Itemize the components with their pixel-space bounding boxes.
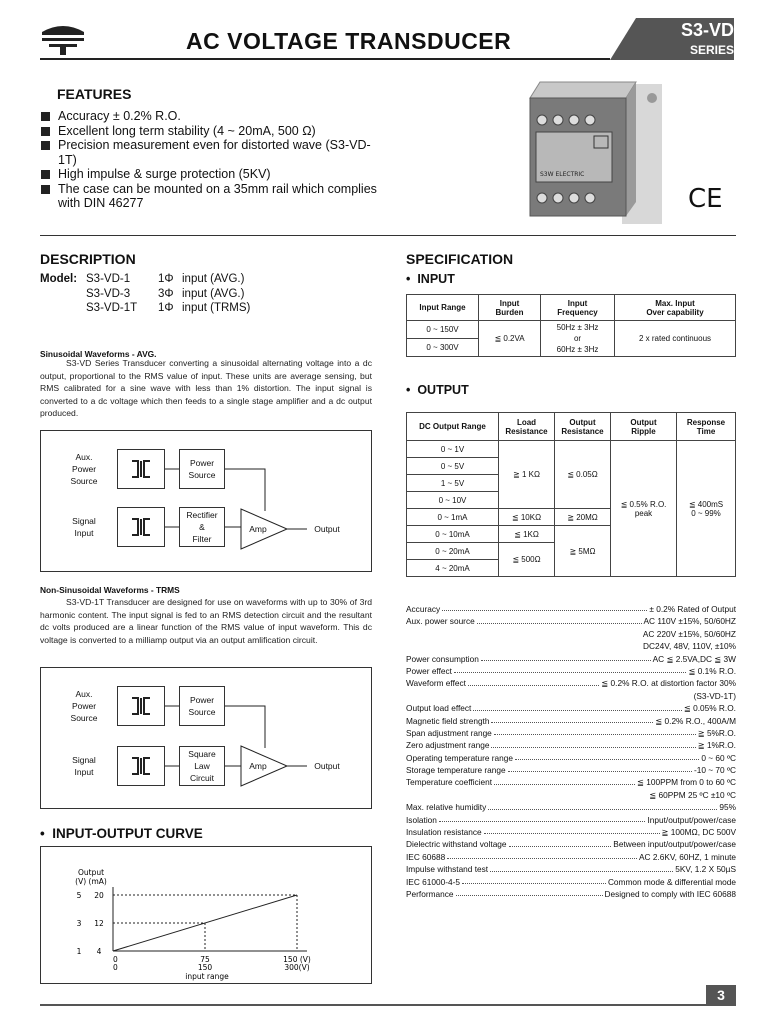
table-cell: ≦ 0.2VA (479, 321, 541, 357)
table-cell: 0 ~ 300V (407, 339, 479, 357)
spec-row (406, 690, 736, 702)
spec-value: 5KV, 1.2 X 50µS (675, 864, 736, 875)
spec-key: Output load effect (406, 703, 472, 714)
y-tick-label: 12 (94, 919, 104, 928)
spec-value: ≦ 0.05% R.O. (683, 703, 736, 714)
avg-title: Sinusoidal Waveforms - AVG. (40, 349, 157, 359)
spec-key: Magnetic field strength (406, 715, 490, 726)
col-header: Response Time (677, 413, 736, 441)
table-cell: ≦ 500Ω (499, 543, 555, 577)
spec-row (406, 739, 736, 751)
col-header: DC Output Range (407, 413, 499, 441)
spec-row (406, 702, 736, 714)
curve-heading: • INPUT-OUTPUT CURVE (40, 826, 203, 841)
spec-row (406, 838, 736, 850)
col-header: Input Frequency (541, 295, 615, 321)
spec-row (406, 677, 736, 689)
spec-key: Power consumption (406, 653, 479, 664)
spec-value: Between input/output/power/case (613, 839, 736, 850)
spec-row (406, 603, 736, 615)
spec-value: ≧ 100MΩ, DC 500V (661, 827, 736, 838)
feature-item: Excellent long term stability (4 ~ 20mA, 500 Ω) (40, 124, 380, 139)
feature-item: Precision measurement even for distorted wave (S3-VD-1T) (40, 138, 380, 167)
spec-key: Performance (406, 888, 454, 899)
input-spec-table (406, 294, 736, 357)
bottom-rule (40, 1004, 736, 1006)
spec-key: IEC 60688 (406, 851, 446, 862)
table-cell: 50Hz ± 3Hz or 60Hz ± 3Hz (541, 321, 615, 357)
table-cell: 2 x rated continuous (615, 321, 736, 357)
spec-key: IEC 61000-4-5 (406, 876, 460, 887)
spec-row (406, 752, 736, 764)
model-list (86, 272, 250, 316)
spec-key: Dielectric withstand voltage (406, 839, 507, 850)
spec-key: Max. relative humidity (406, 802, 487, 813)
spec-key: Aux. power source (406, 616, 475, 627)
power-source-block: Power Source (179, 449, 225, 489)
spec-row (406, 801, 736, 813)
x-tick-label: 150 (V) (283, 955, 311, 964)
spec-key: Waveform effect (406, 678, 466, 689)
spec-key: Accuracy (406, 604, 441, 614)
spec-value: AC 2.6KV, 60HZ, 1 minute (638, 851, 736, 862)
x-tick-label: 300(V) (284, 963, 310, 972)
spec-key: Span adjustment range (406, 727, 492, 738)
company-logo (40, 22, 86, 56)
spec-row (406, 653, 736, 665)
chart-ylabel: Output (V) (mA) (75, 868, 107, 886)
spec-key: Insulation resistance (406, 827, 482, 838)
spec-row (406, 640, 736, 652)
output-spec-table (406, 412, 736, 577)
spec-row (406, 851, 736, 863)
features-heading: FEATURES (57, 86, 132, 102)
spec-value: ± 0.2% Rated of Output (649, 604, 736, 614)
model-row: S3-VD-3 3Φ input (AVG.) (86, 287, 245, 300)
x-tick-label: 0 (113, 963, 118, 972)
page-title: AC VOLTAGE TRANSDUCER (186, 28, 512, 54)
spec-row (406, 715, 736, 727)
avg-text: S3-VD Series Transducer converting a sinusoidal alternating voltage into a dc output, proportional to the RMS value of input. These units are average sensing, but RMS calibrated for a sine wave with less than 1% distortion. The input signal is converted to a dc voltage which then feeds to a single stage amplifier and a dc output produced. (40, 358, 372, 419)
table-cell: 4 ~ 20mA (407, 560, 499, 577)
spec-list (406, 603, 736, 900)
spec-key: Impulse withstand test (406, 864, 489, 875)
spec-value: ≦ 100PPM from 0 to 60 ºC (637, 777, 736, 788)
table-cell: 0 ~ 5V (407, 458, 499, 475)
spec-key: Isolation (406, 814, 437, 825)
trms-title: Non-Sinusoidal Waveforms - TRMS (40, 585, 180, 595)
table-cell: ≦ 0.05Ω (555, 441, 611, 509)
model-row: S3-VD-1T 1Φ input (TRMS) (86, 302, 251, 314)
feature-item: Accuracy ± 0.2% R.O. (40, 109, 380, 124)
curve-box (40, 846, 372, 984)
feature-item: The case can be mounted on a 35mm rail which complies with DIN 46277 (40, 182, 380, 211)
y-tick-label: 4 (96, 947, 102, 956)
table-cell: ≧ 5MΩ (555, 526, 611, 577)
table-cell: 0 ~ 10V (407, 492, 499, 509)
spec-row (406, 665, 736, 677)
series-label: SERIES (689, 43, 734, 57)
spec-row (406, 776, 736, 788)
spec-row (406, 826, 736, 838)
square-law-block: Square Law Circuit (179, 746, 225, 786)
specification-heading: SPECIFICATION (406, 251, 514, 267)
amp-label: Amp (249, 761, 267, 771)
output-label: Output (314, 761, 340, 771)
model-label: Model: (40, 273, 78, 285)
table-cell: 0 ~ 150V (407, 321, 479, 339)
spec-row (406, 876, 736, 888)
spec-value: ≦ 0.1% R.O. (688, 665, 736, 676)
table-cell: 0 ~ 1V (407, 441, 499, 458)
col-header: Output Ripple (611, 413, 677, 441)
series-model: S3-VD (680, 20, 734, 40)
block-diagram-avg (40, 430, 372, 572)
spec-value: Designed to comply with IEC 60688 (604, 888, 736, 899)
diagram-wires (41, 668, 373, 810)
spec-value: ≦ 0.2% R.O., 400A/M (655, 715, 736, 726)
table-cell: ≦ 1KΩ (499, 526, 555, 543)
spec-value: 95% (719, 802, 736, 813)
col-header: Max. Input Over capability (615, 295, 736, 321)
spec-value: Input/output/power/case (647, 814, 736, 825)
spec-key: Temperature coefficient (406, 777, 493, 788)
spec-row (406, 628, 736, 640)
y-tick-label: 1 (76, 947, 82, 956)
col-header: Load Resistance (499, 413, 555, 441)
spec-value: Common mode & differential mode (607, 876, 736, 887)
output-label: Output (314, 524, 340, 534)
feature-item: High impulse & surge protection (5KV) (40, 167, 380, 182)
spec-key: Power effect (406, 665, 452, 676)
col-header: Input Range (407, 295, 479, 321)
aux-power-label: Aux. Power Source (70, 452, 98, 486)
spec-value: AC ≦ 2.5VA,DC ≦ 3W (652, 653, 736, 664)
spec-row (406, 615, 736, 627)
table-cell: 0 ~ 20mA (407, 543, 499, 560)
input-output-chart (41, 847, 371, 983)
spec-row (406, 814, 736, 826)
x-tick-label: 0 (113, 955, 118, 964)
spec-value: 0 ~ 60 ºC (701, 752, 736, 763)
y-tick-label: 3 (76, 919, 82, 928)
spec-value: DC24V, 48V, 110V, ±10% (643, 641, 736, 652)
spec-key: Zero adjustment range (406, 740, 490, 751)
spec-row (406, 888, 736, 900)
spec-row (406, 863, 736, 875)
page-number: 3 (706, 985, 736, 1005)
spec-value: (S3-VD-1T) (693, 690, 736, 701)
spec-key: Operating temperature range (406, 752, 514, 763)
header-rule (40, 58, 610, 60)
description-heading: DESCRIPTION (40, 251, 136, 267)
table-cell: ≧ 20MΩ (555, 509, 611, 526)
y-tick-label: 20 (94, 891, 104, 900)
x-tick-label: 75 (200, 955, 210, 964)
features-list (40, 109, 380, 211)
diagram-wires (41, 431, 373, 573)
spec-value: AC 220V ±15%, 50/60HZ (642, 628, 736, 639)
aux-power-label: Aux. Power Source (70, 689, 98, 723)
table-cell: 1 ~ 5V (407, 475, 499, 492)
spec-value: ≦ 0.2% R.O. at distortion factor 30% (601, 678, 736, 689)
y-tick-label: 5 (76, 891, 82, 900)
input-heading: • INPUT (406, 272, 455, 286)
col-header: Input Burden (479, 295, 541, 321)
x-tick-label: 150 (197, 963, 213, 972)
spec-key: Storage temperature range (406, 765, 506, 776)
spec-value: -10 ~ 70 ºC (693, 765, 736, 776)
table-cell: ≧ 1 KΩ (499, 441, 555, 509)
spec-value: ≧ 5%R.O. (697, 727, 736, 738)
output-heading: • OUTPUT (406, 383, 469, 397)
table-cell: 0 ~ 10mA (407, 526, 499, 543)
ce-mark: CE (688, 184, 723, 214)
signal-input-label: Signal Input (72, 755, 96, 777)
block-diagram-trms (40, 667, 372, 809)
table-cell: ≦ 400mS 0 ~ 99% (677, 441, 736, 577)
spec-value: AC 110V ±15%, 50/60HZ (643, 616, 736, 627)
trms-text: S3-VD-1T Transducer are designed for use on waveforms with up to 30% of 3rd harmonic content. The input signal is fed to an RMS detection circuit and the resultant dc volts produced are a linear function of the RMS value of input waveform. This dc voltage is converted to a milliamp output via an output amlification circuit. (40, 597, 372, 645)
signal-input-label: Signal Input (72, 516, 96, 538)
spec-row (406, 764, 736, 776)
amp-label: Amp (249, 524, 267, 534)
rectifier-filter-block: Rectifier & Filter (179, 507, 225, 547)
spec-row (406, 789, 736, 801)
model-row: S3-VD-1 1Φ input (AVG.) (86, 273, 245, 285)
table-cell: 0 ~ 1mA (407, 509, 499, 526)
product-label: S3W ELECTRIC (540, 171, 585, 178)
spec-row (406, 727, 736, 739)
spec-value: ≧ 1%R.O. (697, 740, 736, 751)
chart-xlabel: input range (185, 972, 229, 981)
col-header: Output Resistance (555, 413, 611, 441)
series-line (113, 895, 297, 951)
table-cell: ≦ 10KΩ (499, 509, 555, 526)
product-image (526, 76, 666, 226)
spec-value: ≦ 60PPM 25 ºC ±10 ºC (649, 789, 736, 800)
section-divider (40, 235, 736, 236)
table-cell: ≦ 0.5% R.O. peak (611, 441, 677, 577)
power-source-block: Power Source (179, 686, 225, 726)
